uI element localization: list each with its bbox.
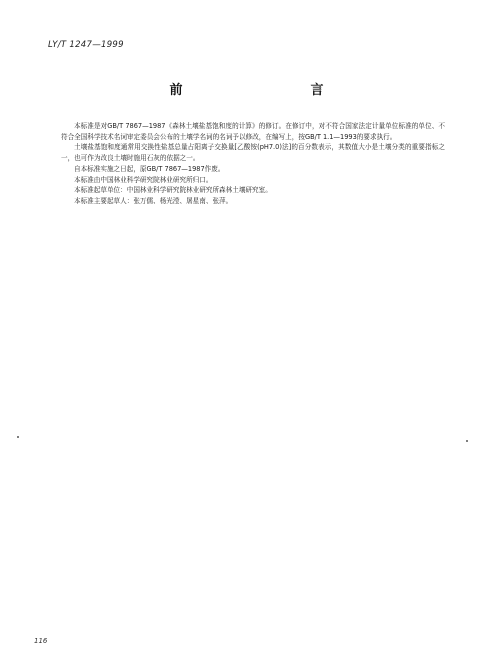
paragraph-saturation-definition: 土壤盐基饱和度通常用交换性盐基总量占阳离子交换量[乙酸铵(pH7.0)法]的百分数表示，其数值大小是土壤分类的重要指标之一，也可作为改良土壤时施用石灰的依据之一。	[61, 143, 445, 163]
foreword-body	[61, 121, 445, 207]
paragraph-supersedes: 自本标准实施之日起，原GB/T 7867—1987作废。	[74, 164, 225, 173]
paragraph-drafting-unit: 本标准起草单位：中国林业科学研究院林业研究所森林土壤研究室。	[74, 186, 272, 195]
page-title: 前 言	[169, 83, 358, 98]
paragraph-revision-note: 本标准是对GB/T 7867—1987《森林土壤盐基饱和度的计算》的修订。在修订中，对不符合国家法定计量单位标准的单位、不符合全国科学技术名词审定委员会公布的土壤学名词的名词予以修改，在编写上，按GB/T 1.1—1993的要求执行。	[61, 122, 445, 141]
scan-speck	[466, 440, 468, 442]
standard-code: LY/T 1247—1999	[48, 40, 124, 50]
page-number: 116	[34, 637, 48, 645]
paragraph-responsible-unit: 本标准由中国林业科学研究院林业研究所归口。	[74, 175, 213, 184]
scan-speck	[17, 436, 19, 438]
paragraph-drafters: 本标准主要起草人：张万儒、杨光滢、屠星南、张萍。	[74, 196, 233, 205]
